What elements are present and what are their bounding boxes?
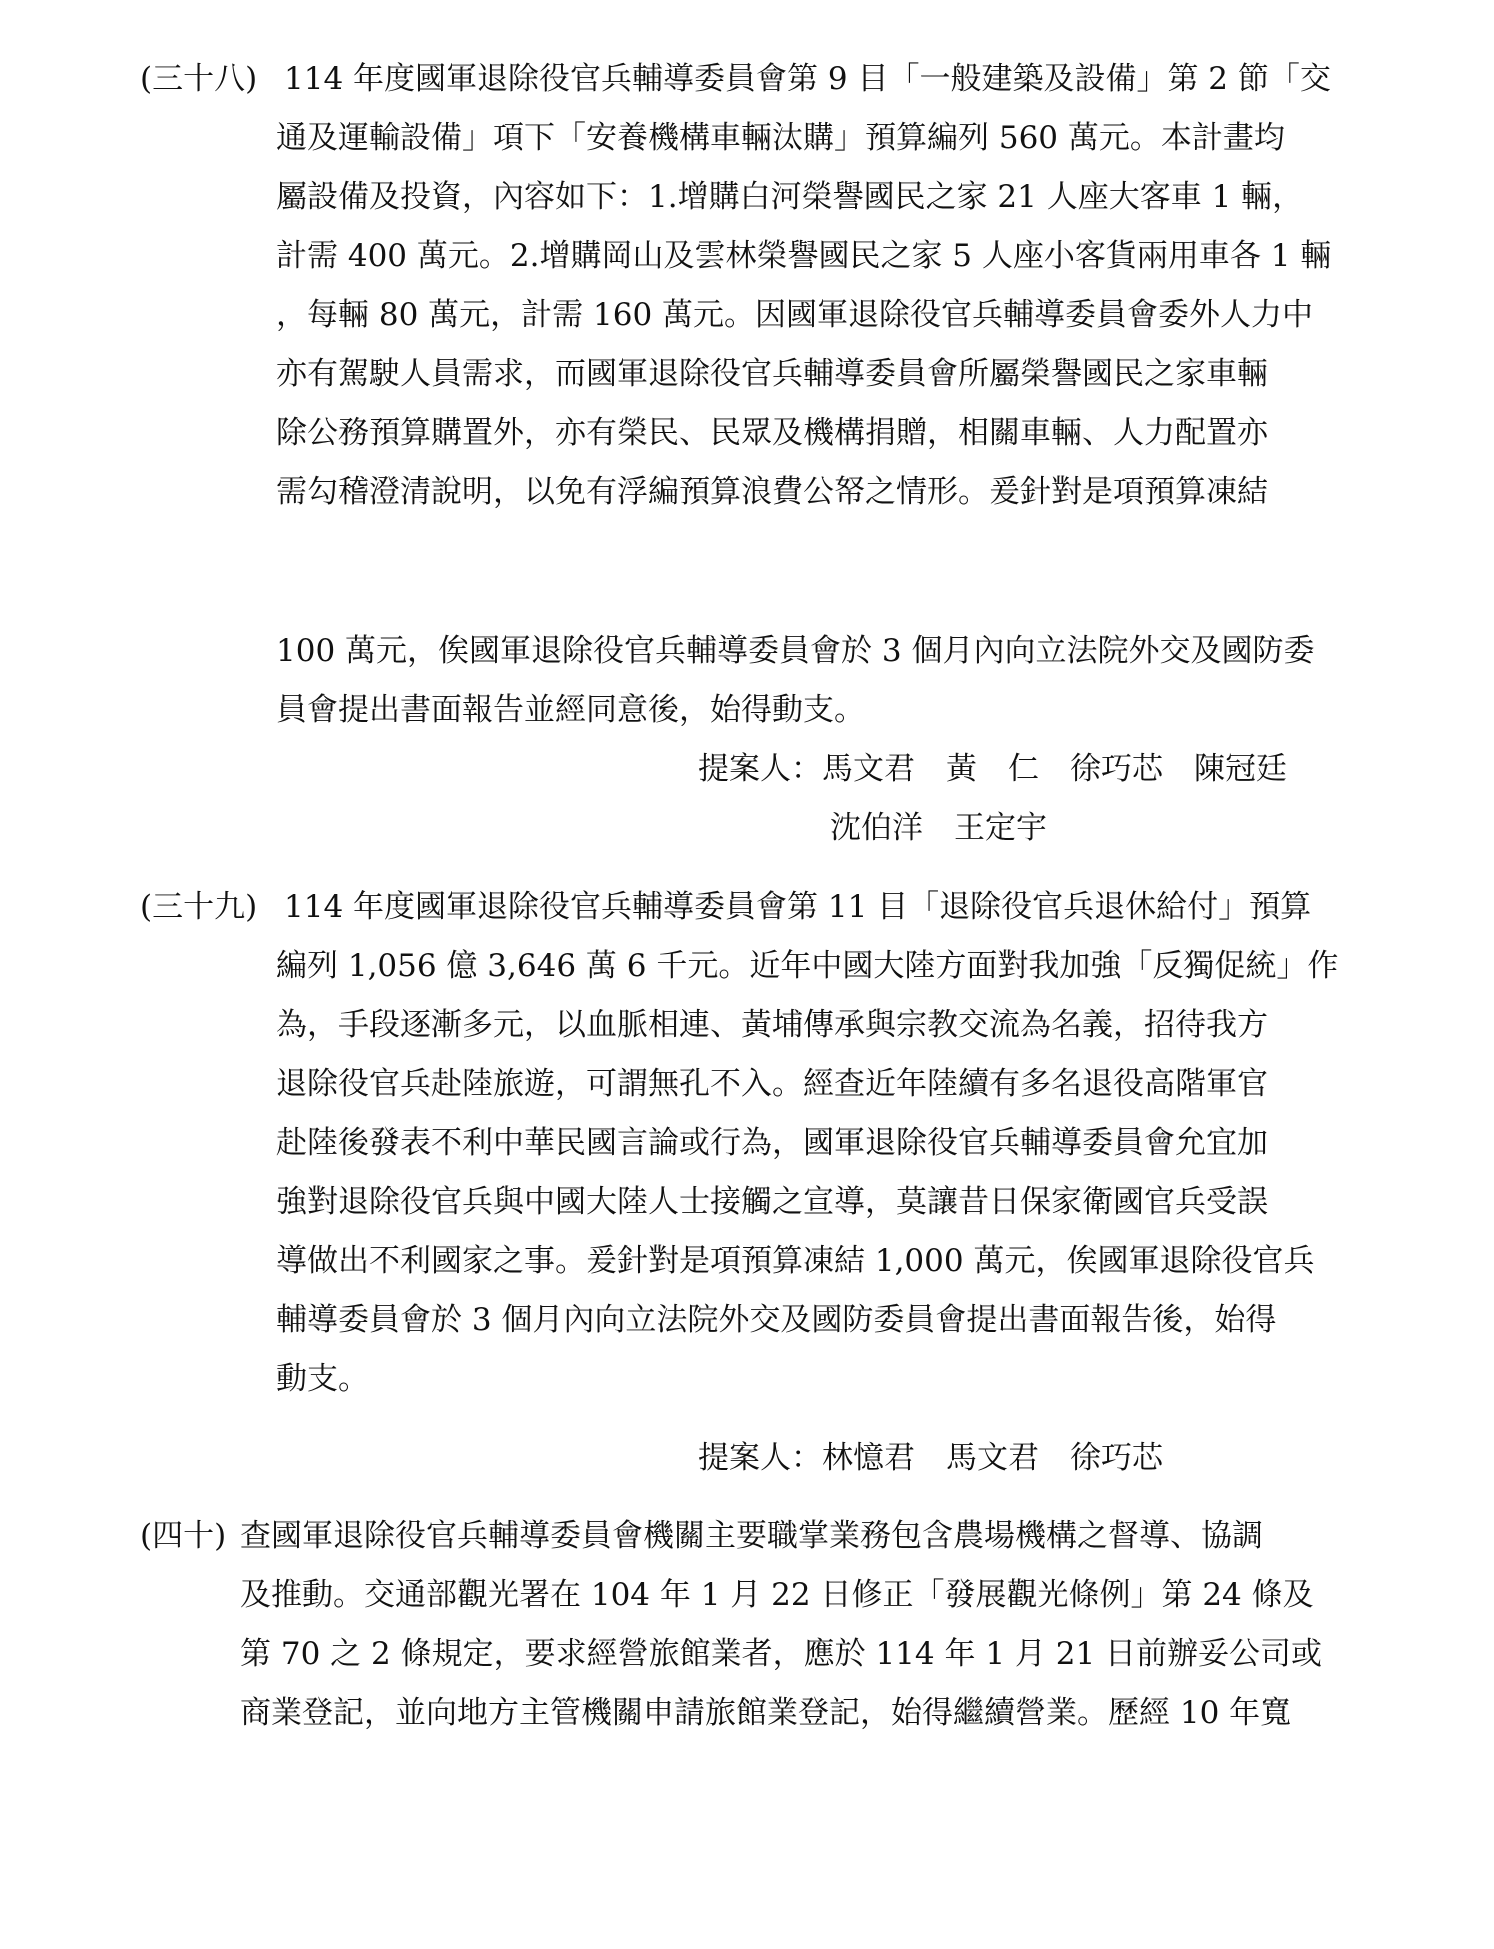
paragraph-line: 退除役官兵赴陸旅遊，可謂無孔不入。經查近年陸續有多名退役高階軍官 [276,1066,1268,1102]
paragraph-line: 查國軍退除役官兵輔導委員會機關主要職掌業務包含農場機構之督導、協調 [240,1518,1263,1554]
paragraph-line: 員會提出書面報告並經同意後，始得動支。 [276,692,865,728]
item-38-first-line [140,59,1331,99]
paragraph-line: 通及運輸設備」項下「安養機構車輛汰購」預算編列 560 萬元。本計畫均 [276,120,1285,156]
paragraph-line: 屬設備及投資，內容如下：1.增購白河榮譽國民之家 21 人座大客車 1 輛， [276,179,1304,215]
paragraph-line: 114 年度國軍退除役官兵輔導委員會第 9 目「一般建築及設備」第 2 節「交 [284,61,1331,97]
proposers-names: 林憶君 馬文君 徐巧芯 [822,1440,1163,1476]
paragraph-line: 亦有駕駛人員需求，而國軍退除役官兵輔導委員會所屬榮譽國民之家車輛 [276,356,1268,392]
paragraph-line: ，每輛 80 萬元，計需 160 萬元。因國軍退除役官兵輔導委員會委外人力中 [276,297,1314,333]
paragraph-line: 商業登記，並向地方主管機關申請旅館業登記，始得繼續營業。歷經 10 年寬 [240,1695,1292,1731]
proposers-label: 提案人： [698,1440,822,1476]
proposers-label: 提案人： [698,751,822,787]
paragraph-line: 除公務預算購置外，亦有榮民、民眾及機構捐贈，相關車輛、人力配置亦 [276,415,1268,451]
paragraph-line: 強對退除役官兵與中國大陸人士接觸之宣導，莫讓昔日保家衛國官兵受誤 [276,1184,1268,1220]
proposers-names: 馬文君 黃 仁 徐巧芯 陳冠廷 [822,751,1287,787]
proposers [698,1438,1163,1478]
paragraph-line: 輔導委員會於 3 個月內向立法院外交及國防委員會提出書面報告後，始得 [276,1302,1277,1338]
proposers [698,749,1287,789]
paragraph-line: 及推動。交通部觀光署在 104 年 1 月 22 日修正「發展觀光條例」第 24 條及 [240,1577,1314,1613]
paragraph-line: 第 70 之 2 條規定，要求經營旅館業者，應於 114 年 1 月 21 日前辦妥公司或 [240,1636,1323,1672]
paragraph-line: 動支。 [276,1361,369,1397]
item-39-first-line [140,887,1311,927]
paragraph-line: 為，手段逐漸多元，以血脈相連、黃埔傳承與宗教交流為名義，招待我方 [276,1007,1268,1043]
item-40-first-line [140,1516,1263,1556]
proposers-names-continued: 沈伯洋 王定宇 [830,810,1047,846]
paragraph-line: 100 萬元，俟國軍退除役官兵輔導委員會於 3 個月內向立法院外交及國防委 [276,633,1315,669]
paragraph-line: 114 年度國軍退除役官兵輔導委員會第 11 目「退除役官兵退休給付」預算 [284,889,1312,925]
item-number: (三十八) [140,61,258,97]
item-number: (三十九) [140,889,258,925]
paragraph-line: 需勾稽澄清說明，以免有浮編預算浪費公帑之情形。爰針對是項預算凍結 [276,474,1268,510]
paragraph-line: 計需 400 萬元。2.增購岡山及雲林榮譽國民之家 5 人座小客貨兩用車各 1 輛 [276,238,1332,274]
paragraph-line: 編列 1,056 億 3,646 萬 6 千元。近年中國大陸方面對我加強「反獨促統」作 [276,948,1339,984]
item-number: (四十) [140,1518,227,1554]
paragraph-line: 赴陸後發表不利中華民國言論或行為，國軍退除役官兵輔導委員會允宜加 [276,1125,1268,1161]
paragraph-line: 導做出不利國家之事。爰針對是項預算凍結 1,000 萬元，俟國軍退除役官兵 [276,1243,1315,1279]
